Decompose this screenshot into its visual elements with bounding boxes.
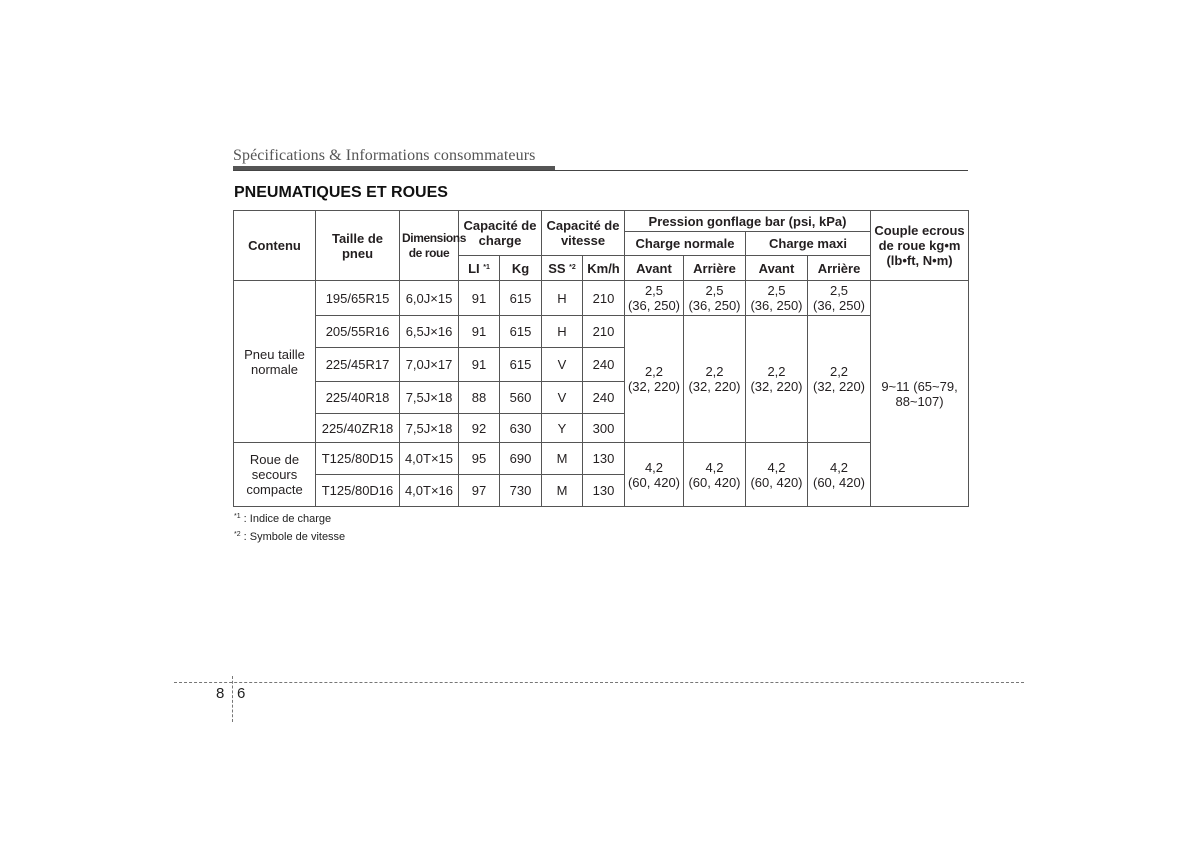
cell-taille: 195/65R15 — [316, 281, 400, 316]
cell-li: 91 — [459, 316, 500, 348]
cell-ss: V — [542, 382, 583, 414]
header-kg: Kg — [500, 256, 542, 281]
cell-ss: Y — [542, 414, 583, 443]
pressure-detail: (36, 250) — [812, 298, 866, 313]
torque-line2: 88~107) — [895, 393, 944, 409]
footnote-2-text: : Symbole de vitesse — [240, 531, 346, 543]
cell-li: 92 — [459, 414, 500, 443]
cell-pressure — [625, 281, 684, 316]
cell-pressure — [684, 281, 746, 316]
pressure-detail: (36, 250) — [750, 298, 803, 313]
cell-torque — [871, 281, 969, 507]
pressure-detail: (36, 250) — [688, 298, 741, 313]
cell-kmh: 210 — [583, 316, 625, 348]
pressure-detail: (60, 420) — [750, 474, 803, 490]
cell-li: 88 — [459, 382, 500, 414]
cell-taille: 205/55R16 — [316, 316, 400, 348]
cell-taille: 225/40ZR18 — [316, 414, 400, 443]
cell-kg: 690 — [500, 443, 542, 475]
cell-kg: 630 — [500, 414, 542, 443]
table-row — [234, 281, 969, 316]
header-capacite-vitesse: Capacité de vitesse — [542, 211, 625, 256]
cell-dimension: 7,0J×17 — [400, 348, 459, 382]
pressure-value: 2,2 — [829, 364, 849, 379]
cell-li: 95 — [459, 443, 500, 475]
pressure-value: 2,2 — [644, 364, 664, 379]
cell-pressure — [625, 316, 684, 443]
pressure-value: 2,5 — [767, 283, 786, 298]
header-avant-normale: Avant — [625, 256, 684, 281]
pressure-value: 4,2 — [767, 459, 786, 475]
cell-taille: T125/80D15 — [316, 443, 400, 475]
pressure-detail: (60, 420) — [688, 474, 741, 490]
header-taille: Taille de pneu — [316, 211, 400, 281]
running-header: Spécifications & Informations consommateurs — [233, 147, 536, 164]
pressure-detail: (60, 420) — [627, 474, 681, 490]
group-compact: Roue de secours compacte — [234, 443, 316, 507]
page-chapter-number: 8 — [216, 685, 225, 702]
header-arriere-maxi: Arrière — [808, 256, 871, 281]
footnote-1-mark: *1 — [234, 513, 241, 520]
header-li — [459, 256, 500, 281]
header-li-sup: *1 — [483, 264, 490, 271]
header-couple: Couple ecrous de roue kg•m (lb•ft, N•m) — [871, 211, 969, 281]
header-charge-normale: Charge normale — [625, 232, 746, 256]
table-row — [234, 316, 969, 348]
cell-pressure — [808, 281, 871, 316]
cell-taille: T125/80D16 — [316, 475, 400, 507]
cell-kg: 615 — [500, 348, 542, 382]
pressure-value: 4,2 — [644, 459, 664, 475]
group-normal: Pneu taille normale — [234, 281, 316, 443]
cell-dimension: 6,5J×16 — [400, 316, 459, 348]
tire-spec-table — [233, 210, 969, 507]
header-ss-label: SS — [548, 261, 566, 276]
cell-ss: H — [542, 281, 583, 316]
cell-kmh: 240 — [583, 382, 625, 414]
cell-ss: H — [542, 316, 583, 348]
cell-pressure — [746, 443, 808, 507]
header-avant-maxi: Avant — [746, 256, 808, 281]
header-arriere-normale: Arrière — [684, 256, 746, 281]
cell-pressure — [746, 281, 808, 316]
header-contenu: Contenu — [234, 211, 316, 281]
pressure-detail: (32, 220) — [627, 379, 681, 394]
cell-li: 91 — [459, 281, 500, 316]
cell-dimension: 7,5J×18 — [400, 414, 459, 443]
footnote-1-text: : Indice de charge — [240, 513, 332, 525]
footnote-1 — [234, 509, 345, 527]
cell-kg: 560 — [500, 382, 542, 414]
header-capacite-charge: Capacité de charge — [459, 211, 542, 256]
cell-ss: V — [542, 348, 583, 382]
footer-dashed-rule — [174, 682, 1024, 683]
cell-kmh: 130 — [583, 443, 625, 475]
cell-dimension: 6,0J×15 — [400, 281, 459, 316]
header-kmh: Km/h — [583, 256, 625, 281]
pressure-value: 4,2 — [705, 459, 724, 475]
cell-dimension: 4,0T×16 — [400, 475, 459, 507]
cell-taille: 225/40R18 — [316, 382, 400, 414]
header-ss-sup: *2 — [569, 264, 576, 271]
pressure-detail: (32, 220) — [750, 379, 803, 394]
cell-kg: 615 — [500, 281, 542, 316]
section-title: PNEUMATIQUES ET ROUES — [234, 184, 448, 201]
header-li-label: LI — [468, 261, 480, 276]
pressure-detail: (36, 250) — [627, 298, 681, 313]
pressure-value: 2,5 — [829, 283, 849, 298]
cell-ss: M — [542, 443, 583, 475]
pressure-value: 2,5 — [644, 283, 664, 298]
pressure-value: 4,2 — [829, 459, 849, 475]
footnote-2 — [234, 527, 345, 545]
pressure-detail: (60, 420) — [812, 474, 866, 490]
header-rule-thin — [233, 170, 968, 171]
cell-kg: 730 — [500, 475, 542, 507]
pressure-detail: (32, 220) — [812, 379, 866, 394]
cell-ss: M — [542, 475, 583, 507]
cell-li: 91 — [459, 348, 500, 382]
header-pression: Pression gonflage bar (psi, kPa) — [625, 211, 871, 232]
page-number-divider — [232, 676, 233, 722]
table-row — [234, 443, 969, 475]
cell-kmh: 300 — [583, 414, 625, 443]
header-dimensions: Dimensions de roue — [400, 211, 459, 281]
cell-kg: 615 — [500, 316, 542, 348]
cell-pressure — [684, 316, 746, 443]
cell-kmh: 240 — [583, 348, 625, 382]
cell-kmh: 210 — [583, 281, 625, 316]
cell-pressure — [684, 443, 746, 507]
cell-kmh: 130 — [583, 475, 625, 507]
cell-pressure — [808, 443, 871, 507]
pressure-value: 2,2 — [705, 364, 724, 379]
footnote-2-mark: *2 — [234, 531, 241, 538]
cell-dimension: 7,5J×18 — [400, 382, 459, 414]
header-charge-maxi: Charge maxi — [746, 232, 871, 256]
cell-pressure — [746, 316, 808, 443]
pressure-detail: (32, 220) — [688, 379, 741, 394]
cell-dimension: 4,0T×15 — [400, 443, 459, 475]
cell-pressure — [808, 316, 871, 443]
footnotes — [234, 509, 345, 545]
cell-pressure — [625, 443, 684, 507]
cell-taille: 225/45R17 — [316, 348, 400, 382]
cell-li: 97 — [459, 475, 500, 507]
torque-line1: 9~11 (65~79, — [881, 378, 958, 394]
pressure-value: 2,2 — [767, 364, 786, 379]
header-ss — [542, 256, 583, 281]
page-number: 6 — [237, 685, 246, 702]
pressure-value: 2,5 — [705, 283, 724, 298]
